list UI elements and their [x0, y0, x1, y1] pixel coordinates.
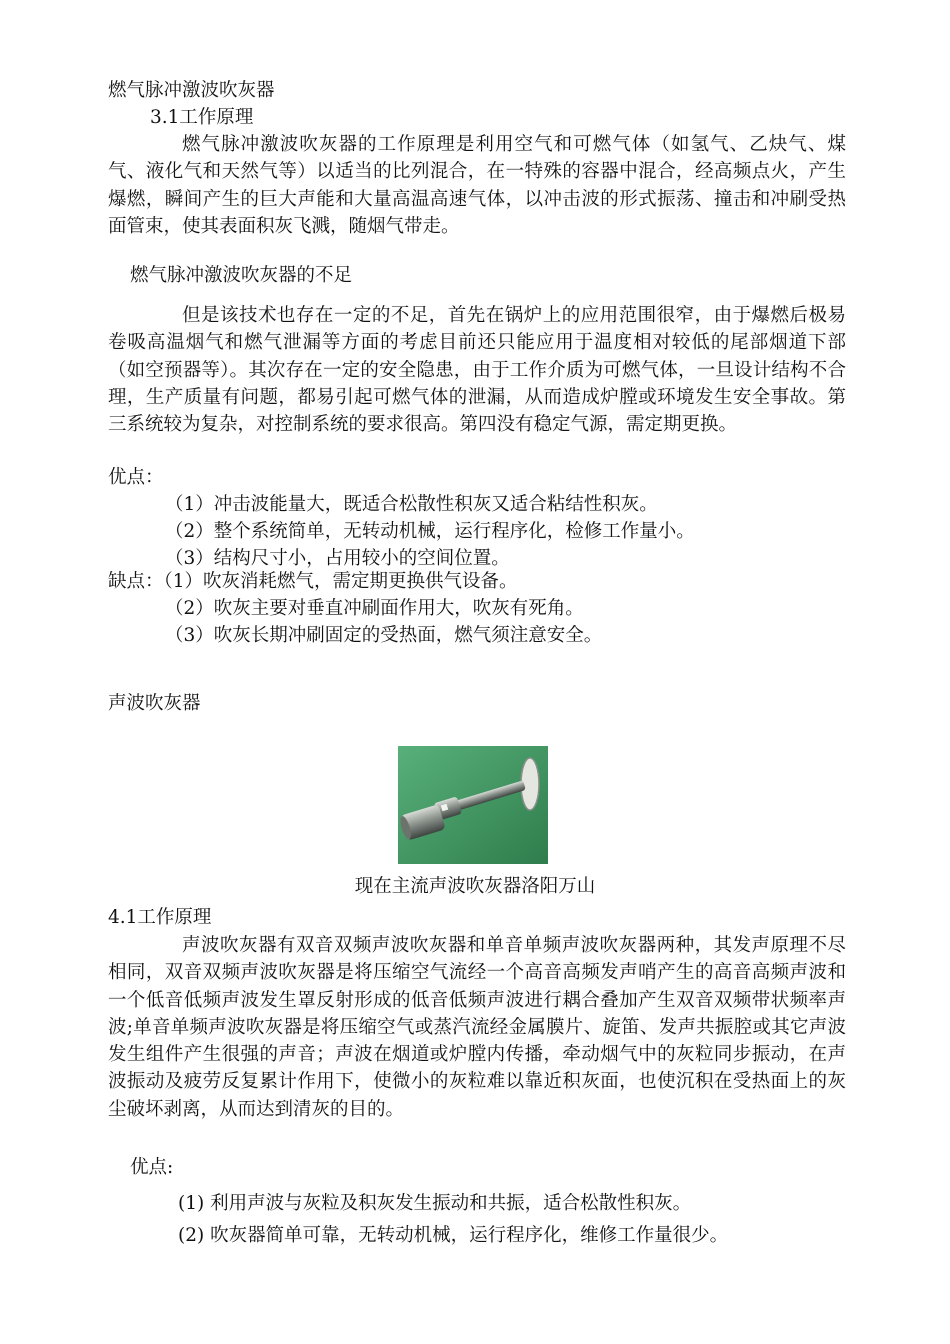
pros-label: 优点：: [108, 467, 164, 488]
section-2-title: [108, 690, 848, 717]
list-item: （1）吹灰消耗燃气，需定期更换供气设备。: [163, 571, 518, 592]
subsection-title-block: [108, 904, 848, 931]
sonic-pros-list: [108, 1188, 918, 1252]
subsection-title: 3.1工作原理: [150, 107, 254, 128]
list-item: (2) 吹灰器简单可靠，无转动机械，运行程序化，维修工作量很少。: [178, 1225, 729, 1246]
list-item: (1) 利用声波与灰粒及积灰发生振动和共振，适合松散性积灰。: [178, 1193, 692, 1214]
pros-list: [108, 464, 848, 572]
list-item: （3）吹灰长期冲刷固定的受热面，燃气须注意安全。: [165, 625, 603, 646]
list-item: （1）冲击波能量大，既适合松散性积灰又适合粘结性积灰。: [165, 494, 658, 515]
subsection-title: 4.1工作原理: [108, 907, 212, 928]
list-item: （2）整个系统简单，无转动机械，运行程序化，检修工作量小。: [165, 521, 695, 542]
list-item: （2）吹灰主要对垂直冲刷面作用大，吹灰有死角。: [165, 598, 584, 619]
sonic-pros-label-block: [108, 1154, 870, 1181]
cons-label: 缺点：: [108, 571, 164, 592]
deficiency-paragraph: 但是该技术也存在一定的不足，首先在锅炉上的应用范围很窄，由于爆燃后极易卷吸高温烟气和燃气泄漏等方面的考虑目前还只能应用于温度相对较低的尾部烟道下部（如空预器等）。其次存在一定的安全隐患，由于工作介质为可燃气体，一旦设计结构不合理，生产质量有问题，都易引起可燃气体的泄漏，从而造成炉膛或环境发生安全事故。第三系统较为复杂，对控制系统的要求很高。第四没有稳定气源，需定期更换。: [108, 305, 846, 436]
section-1-header: [108, 77, 848, 131]
sonic-principle-paragraph: 声波吹灰器有双音双频声波吹灰器和单音单频声波吹灰器两种，其发声原理不尽相同，双音双频声波吹灰器是将压缩空气流经一个高音高频发声哨产生的高音高频声波和一个低音低频声波发生罩反射形成的低音低频声波进行耦合叠加产生双音双频带状频率声波;单音单频声波吹灰器是将压缩空气或蒸汽流经金属膜片、旋笛、发声共振腔或其它声波发生组件产生很强的声音；声波在烟道或炉膛内传播，牵动烟气中的灰粒同步振动，在声波振动及疲劳反复累计作用下，使微小的灰粒难以靠近积灰面，也使沉积在受热面上的灰尘破坏剥离，从而达到清灰的目的。: [108, 935, 846, 1120]
list-item: （3）结构尺寸小，占用较小的空间位置。: [165, 548, 510, 569]
principle-paragraph: 燃气脉冲激波吹灰器的工作原理是利用空气和可燃气体（如氢气、乙炔气、煤气、液化气和天然气等）以适当的比列混合，在一特殊的容器中混合，经高频点火，产生爆燃，瞬间产生的巨大声能和大量高温高速气体，以冲击波的形式振荡、撞击和冲刷受热面管束，使其表面积灰飞溅，随烟气带走。: [108, 134, 846, 237]
section-title: 燃气脉冲激波吹灰器: [108, 80, 275, 101]
section-title: 声波吹灰器: [108, 693, 201, 714]
figure-caption: 现在主流声波吹灰器洛阳万山: [354, 876, 596, 897]
deficiency-heading: [108, 262, 870, 289]
cons-list: [108, 568, 848, 649]
pros-label: 优点:: [130, 1157, 174, 1178]
deficiency-title: 燃气脉冲激波吹灰器的不足: [130, 265, 353, 286]
soot-blower-illustration: [398, 746, 548, 864]
sonic-soot-blower-photo: [398, 746, 548, 864]
cons-first-line: [108, 568, 848, 595]
